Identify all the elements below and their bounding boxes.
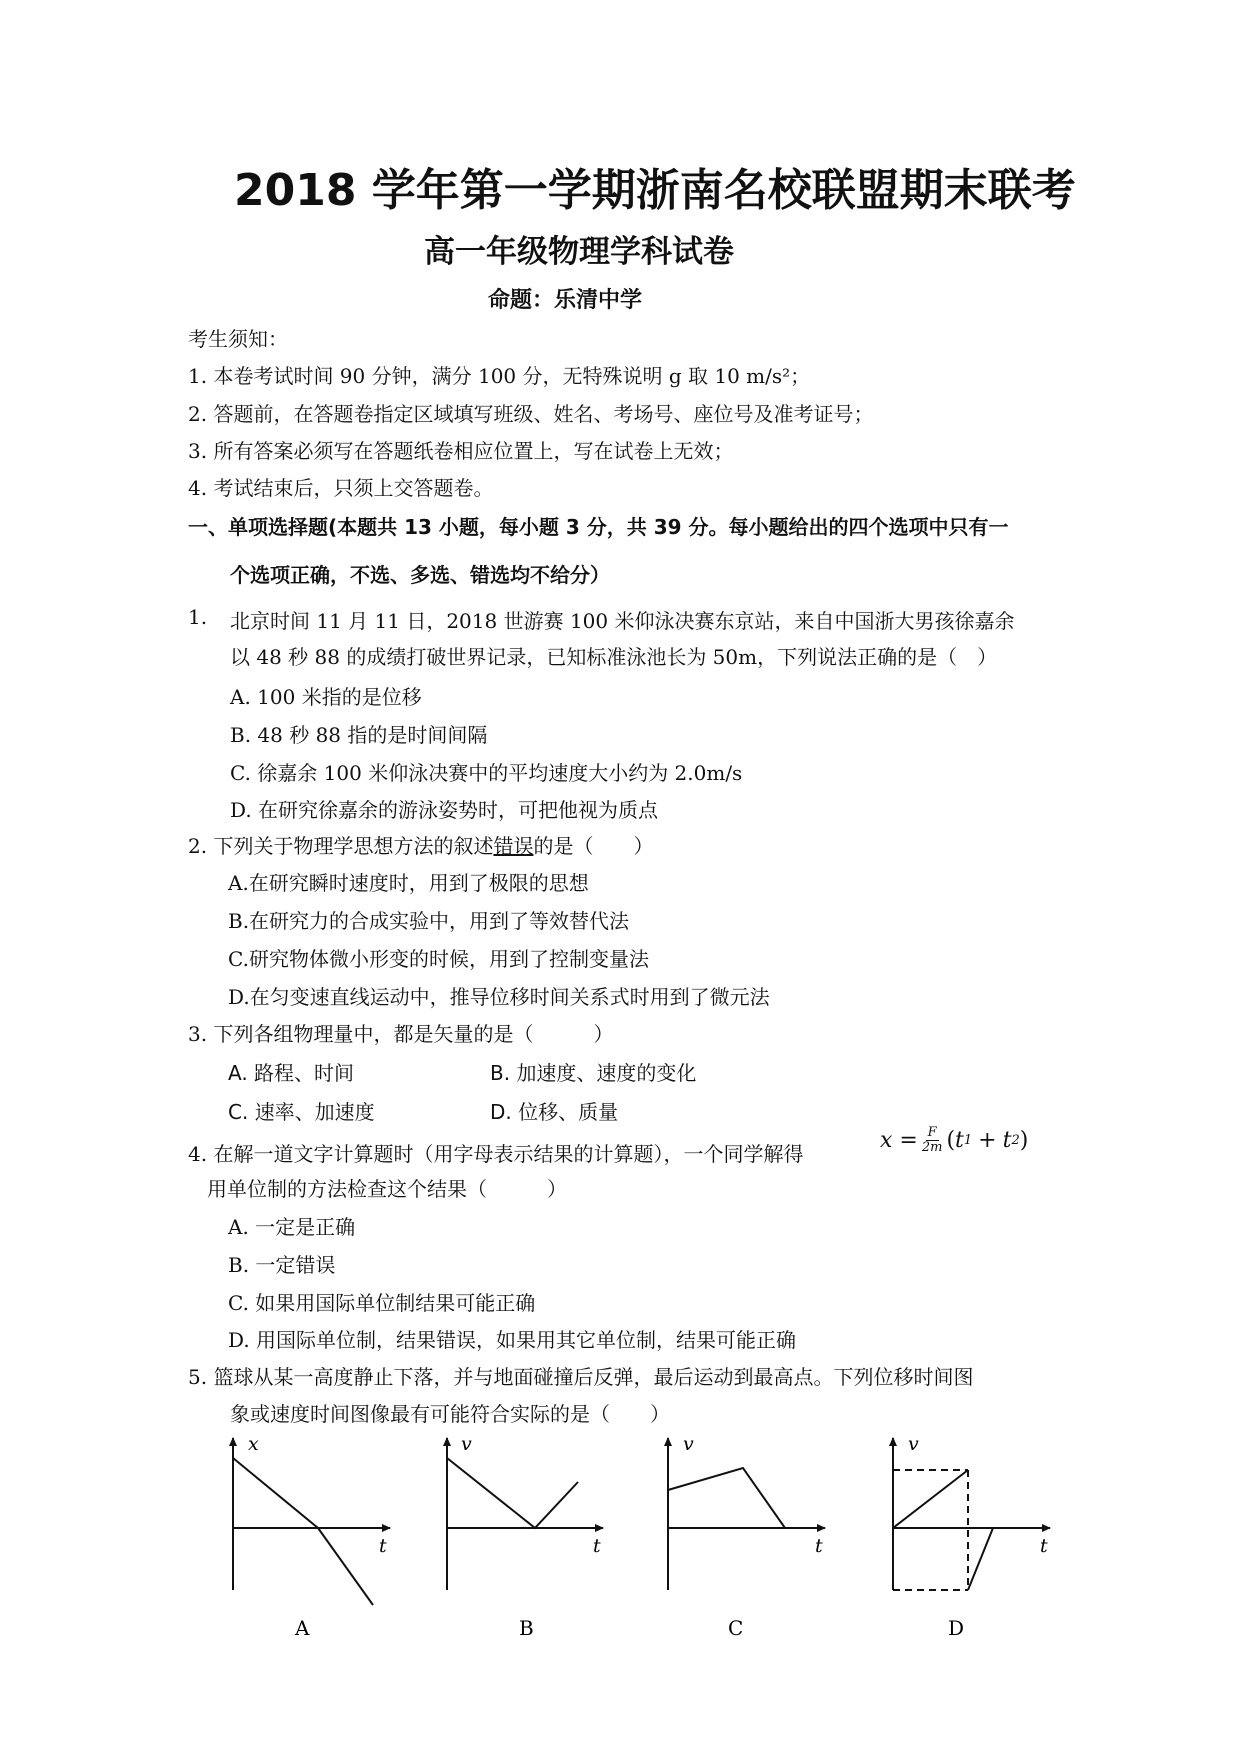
page-subtitle: 高一年级物理学科试卷 bbox=[424, 234, 734, 270]
graph-a bbox=[233, 1438, 390, 1605]
y-axis-label: v bbox=[908, 1433, 919, 1455]
graph-c bbox=[668, 1438, 825, 1590]
graph-d bbox=[893, 1438, 1050, 1590]
option-c: C.研究物体微小形变的时候，用到了控制变量法 bbox=[228, 947, 649, 971]
option-a: A. 一定是正确 bbox=[228, 1215, 356, 1239]
option-a: A. 100 米指的是位移 bbox=[230, 685, 422, 709]
question-stem: 北京时间 11 月 11 日，2018 世游赛 100 米仰泳决赛东京站，来自中国浙大男孩徐嘉余 bbox=[230, 609, 1015, 633]
option-d: D. 用国际单位制，结果错误，如果用其它单位制，结果可能正确 bbox=[228, 1328, 797, 1352]
graph-b bbox=[447, 1438, 603, 1590]
graph-label: A bbox=[295, 1616, 310, 1640]
option-d: D.在匀变速直线运动中，推导位移时间关系式时用到了微元法 bbox=[228, 985, 770, 1009]
option-d: D. 位移、质量 bbox=[490, 1100, 619, 1124]
section-heading: 一、单项选择题(本题共 13 小题，每小题 3 分，共 39 分。每小题给出的四个选项中只有一 bbox=[188, 515, 1009, 539]
notice-item: 2. 答题前，在答题卷指定区域填写班级、姓名、考场号、座位号及准考证号； bbox=[188, 402, 874, 426]
option-c: C. 如果用国际单位制结果可能正确 bbox=[228, 1291, 536, 1315]
author-line: 命题：乐清中学 bbox=[488, 288, 643, 313]
option-a: A.在研究瞬时速度时，用到了极限的思想 bbox=[228, 871, 589, 895]
x-axis-label: t bbox=[379, 1535, 387, 1557]
y-axis-label: v bbox=[683, 1433, 694, 1455]
emphasis-underline: 错误 bbox=[493, 834, 534, 858]
page-title: 2018 学年第一学期浙南名校联盟期末联考 bbox=[234, 165, 1076, 216]
question-stem: 4. 在解一道文字计算题时（用字母表示结果的计算题），一个同学解得 bbox=[188, 1142, 804, 1166]
option-b: B. 加速度、速度的变化 bbox=[490, 1061, 697, 1085]
question-stem-cont: 用单位制的方法检查这个结果（ ） bbox=[207, 1177, 567, 1201]
x-axis-label: t bbox=[815, 1535, 823, 1557]
section-heading-cont: 个选项正确，不选、多选、错选均不给分） bbox=[230, 563, 610, 587]
y-axis-label: v bbox=[461, 1433, 472, 1455]
x-axis-label: t bbox=[1040, 1535, 1048, 1557]
graph-label: D bbox=[948, 1616, 965, 1640]
graph-label: B bbox=[519, 1616, 534, 1640]
graph-label: C bbox=[728, 1616, 744, 1640]
option-a: A. 路程、时间 bbox=[228, 1061, 355, 1085]
graph-line bbox=[233, 1458, 373, 1605]
graph-line bbox=[668, 1468, 785, 1528]
graph-line bbox=[447, 1458, 578, 1528]
question-stem: 3. 下列各组物理量中，都是矢量的是（ ） bbox=[188, 1022, 614, 1046]
notice-item: 3. 所有答案必须写在答题纸卷相应位置上，写在试卷上无效； bbox=[188, 439, 734, 463]
question-stem: 5. 篮球从某一高度静止下落，并与地面碰撞后反弹，最后运动到最高点。下列位移时间图 bbox=[188, 1365, 974, 1389]
y-axis-label: x bbox=[248, 1433, 259, 1455]
option-b: B. 48 秒 88 指的是时间间隔 bbox=[230, 723, 488, 747]
question-number: 1. bbox=[188, 605, 208, 629]
graph-line bbox=[893, 1470, 968, 1528]
option-c: C. 徐嘉余 100 米仰泳决赛中的平均速度大小约为 2.0m/s bbox=[230, 761, 743, 785]
notice-item: 1. 本卷考试时间 90 分钟，满分 100 分，无特殊说明 g 取 10 m/s²； bbox=[188, 364, 811, 388]
option-b: B. 一定错误 bbox=[228, 1253, 336, 1277]
question-stem: 2. 下列关于物理学思想方法的叙述错误的是（ ） bbox=[188, 834, 654, 858]
x-axis-label: t bbox=[593, 1535, 601, 1557]
graph-line bbox=[968, 1528, 1008, 1590]
option-d: D. 在研究徐嘉余的游泳姿势时，可把他视为质点 bbox=[230, 798, 659, 822]
option-c: C. 速率、加速度 bbox=[228, 1100, 375, 1124]
question-stem-cont: 以 48 秒 88 的成绩打破世界记录，已知标准泳池长为 50m，下列说法正确的是（ ） bbox=[230, 645, 998, 669]
notice-item: 4. 考试结束后，只须上交答题卷。 bbox=[188, 476, 494, 500]
formula: x = $\frac{F}{2m}$ ( t 1 + t 2 ) bbox=[880, 1125, 1029, 1155]
option-b: B.在研究力的合成实验中，用到了等效替代法 bbox=[228, 909, 630, 933]
notice-heading: 考生须知： bbox=[188, 327, 288, 351]
question-stem-cont: 象或速度时间图像最有可能符合实际的是（ ） bbox=[230, 1402, 670, 1426]
